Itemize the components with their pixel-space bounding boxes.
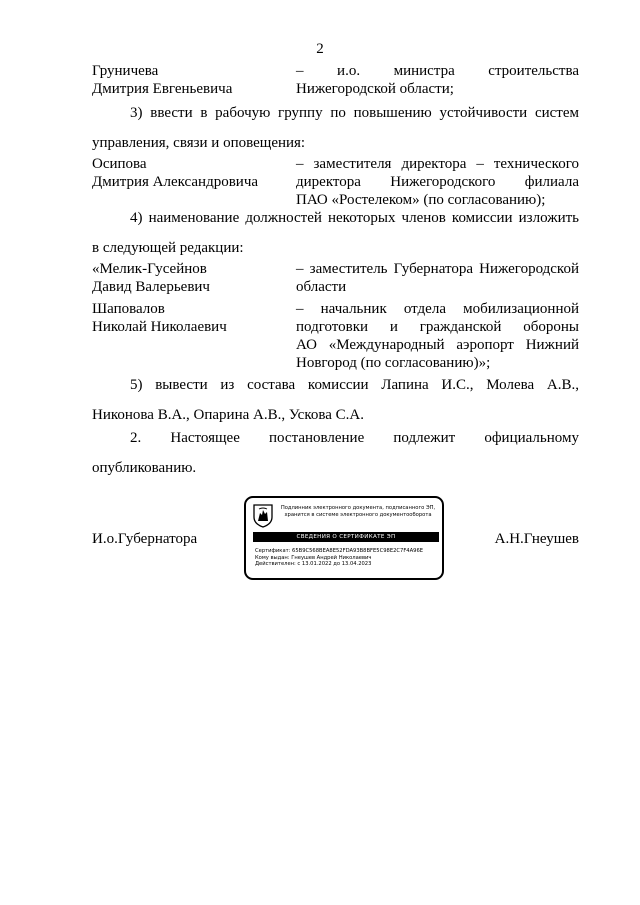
paragraph-4-rest: в следующей редакции: <box>92 240 244 256</box>
member-role-line: директора Нижегородского филиала <box>296 174 579 190</box>
member-role-line: АО «Международный аэропорт Нижний <box>296 337 579 353</box>
stamp-validity: Действителен: с 13.01.2022 до 13.04.2023 <box>255 561 372 568</box>
member-role-gruničev <box>296 62 579 98</box>
page-number: 2 <box>316 41 324 57</box>
member-given-name: Дмитрия Евгеньевича <box>92 81 233 97</box>
stamp-title-bar: СВЕДЕНИЯ О СЕРТИФИКАТЕ ЭП <box>253 532 439 542</box>
member-name-gruničev <box>92 62 287 98</box>
stamp-header-line: хранится в системе электронного документооборота <box>284 511 432 518</box>
paragraph-5-rest: Никонова В.А., Опарина А.В., Ускова С.А. <box>92 407 364 423</box>
stamp-details <box>255 548 441 568</box>
clause-2 <box>92 423 579 483</box>
member-given-name: Дмитрия Александровича <box>92 174 259 190</box>
e-signature-stamp <box>244 496 444 580</box>
paragraph-4-first-line: 4) наименование должностей некоторых членов комиссии изложить <box>130 210 579 226</box>
paragraph-3-first-line: 3) ввести в рабочую группу по повышению устойчивости систем <box>130 105 579 121</box>
stamp-header-line: Подлинник электронного документа, подписанного ЭП, <box>280 505 436 511</box>
stamp-header <box>277 505 439 518</box>
paragraph-3-rest: управления, связи и оповещения: <box>92 135 306 151</box>
member-role-line: – начальник отдела мобилизационной <box>296 301 579 317</box>
paragraph-5-first-line: 5) вывести из состава комиссии Лапина И.С., Молева А.В., <box>130 377 579 393</box>
member-role-shapovalov <box>296 300 579 372</box>
member-role-melik-guseinov <box>296 260 579 296</box>
member-role-line: Новгород (по согласованию)»; <box>296 355 491 371</box>
paragraph-5 <box>92 370 579 430</box>
signer-title: И.о.Губернатора <box>92 531 198 547</box>
paragraph-4 <box>92 203 579 263</box>
member-name-shapovalov <box>92 300 287 336</box>
member-given-name: Давид Валерьевич <box>92 279 210 295</box>
member-name-melik-guseinov <box>92 260 287 296</box>
coat-of-arms-icon <box>253 504 273 528</box>
paragraph-3 <box>92 98 579 158</box>
member-surname: Груничева <box>92 63 159 79</box>
member-role-line: области <box>296 279 347 295</box>
member-surname: Шаповалов <box>92 301 165 317</box>
member-role-line: Нижегородской области; <box>296 81 454 97</box>
member-role-line: – заместитель Губернатора Нижегородской <box>296 261 579 277</box>
stamp-issued-to: Кому выдан: Гнеушев Андрей Николаевич <box>255 554 372 561</box>
signer-name: А.Н.Гнеушев <box>494 531 579 547</box>
member-role-line: подготовки и гражданской обороны <box>296 319 579 335</box>
member-role-line: – заместителя директора – технического <box>296 156 579 172</box>
member-role-line: – и.о. министра строительства <box>296 63 579 79</box>
member-given-name: Николай Николаевич <box>92 319 227 335</box>
member-role-osipov <box>296 155 579 209</box>
member-role-line: ПАО «Ростелеком» (по согласованию); <box>296 192 546 208</box>
clause-2-rest: опубликованию. <box>92 460 197 476</box>
clause-2-first-line: 2. Настоящее постановление подлежит официальному <box>130 430 579 446</box>
stamp-certificate: Сертификат: 65B9C568BEA8E52FDA93B8BFE5C98E2C7F4A96E <box>255 548 424 554</box>
member-surname: «Мелик-Гусейнов <box>92 261 207 277</box>
member-surname: Осипова <box>92 156 147 172</box>
member-name-osipov <box>92 155 287 191</box>
